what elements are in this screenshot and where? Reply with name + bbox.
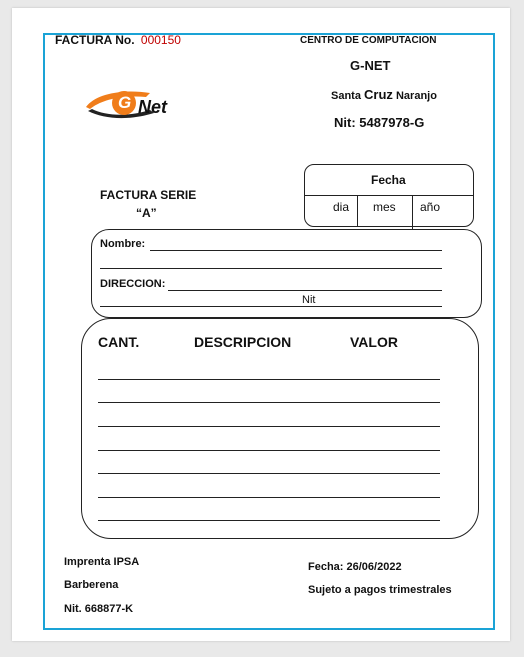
value-header: VALOR (350, 334, 398, 350)
qty-header: CANT. (98, 334, 140, 350)
printer-name: Imprenta IPSA (64, 556, 140, 568)
date-year: año (420, 200, 441, 214)
footer-date: Fecha: 26/06/2022 (308, 561, 402, 573)
logo-letter: G (118, 93, 132, 112)
items-box (81, 318, 479, 539)
client-nit-label: Nit (302, 294, 316, 306)
center-name: CENTRO DE COMPUTACION (300, 35, 437, 46)
address-label: DIRECCION: (100, 278, 166, 290)
date-month: mes (373, 200, 396, 214)
date-divider (305, 195, 473, 196)
date-sep-1 (357, 196, 358, 227)
company-address: Santa Cruz Naranjo (331, 87, 437, 102)
desc-header: DESCRIPCION (194, 334, 292, 350)
item-line (98, 473, 440, 474)
item-line (98, 450, 440, 451)
item-line (98, 402, 440, 403)
invoice-label: FACTURA No. (55, 33, 135, 47)
date-title: Fecha (371, 173, 406, 187)
invoice-number-label (55, 33, 181, 47)
printer-town: Barberena (64, 579, 119, 591)
item-line (98, 497, 440, 498)
client-box (91, 229, 482, 318)
item-line (98, 379, 440, 380)
date-day: dia (333, 200, 350, 214)
date-sep-2 (412, 196, 413, 230)
item-line (98, 426, 440, 427)
invoice-number: 000150 (140, 33, 181, 47)
document-page (12, 8, 510, 641)
gnet-logo (84, 83, 196, 125)
address-line (168, 290, 442, 291)
logo-word: Net (138, 97, 168, 117)
invoice-series: FACTURA SERIE (100, 188, 197, 202)
printer-nit: Nit. 668877-K (64, 603, 134, 615)
company-name: G-NET (350, 58, 391, 73)
invoice-series-letter: “A” (136, 206, 157, 220)
name-line (150, 250, 442, 251)
item-line (98, 520, 440, 521)
company-nit: Nit: 5487978-G (334, 115, 425, 130)
name-line-2 (100, 268, 442, 269)
nit-line (100, 306, 442, 307)
name-label: Nombre: (100, 238, 146, 250)
footer-note: Sujeto a pagos trimestrales (308, 584, 452, 596)
